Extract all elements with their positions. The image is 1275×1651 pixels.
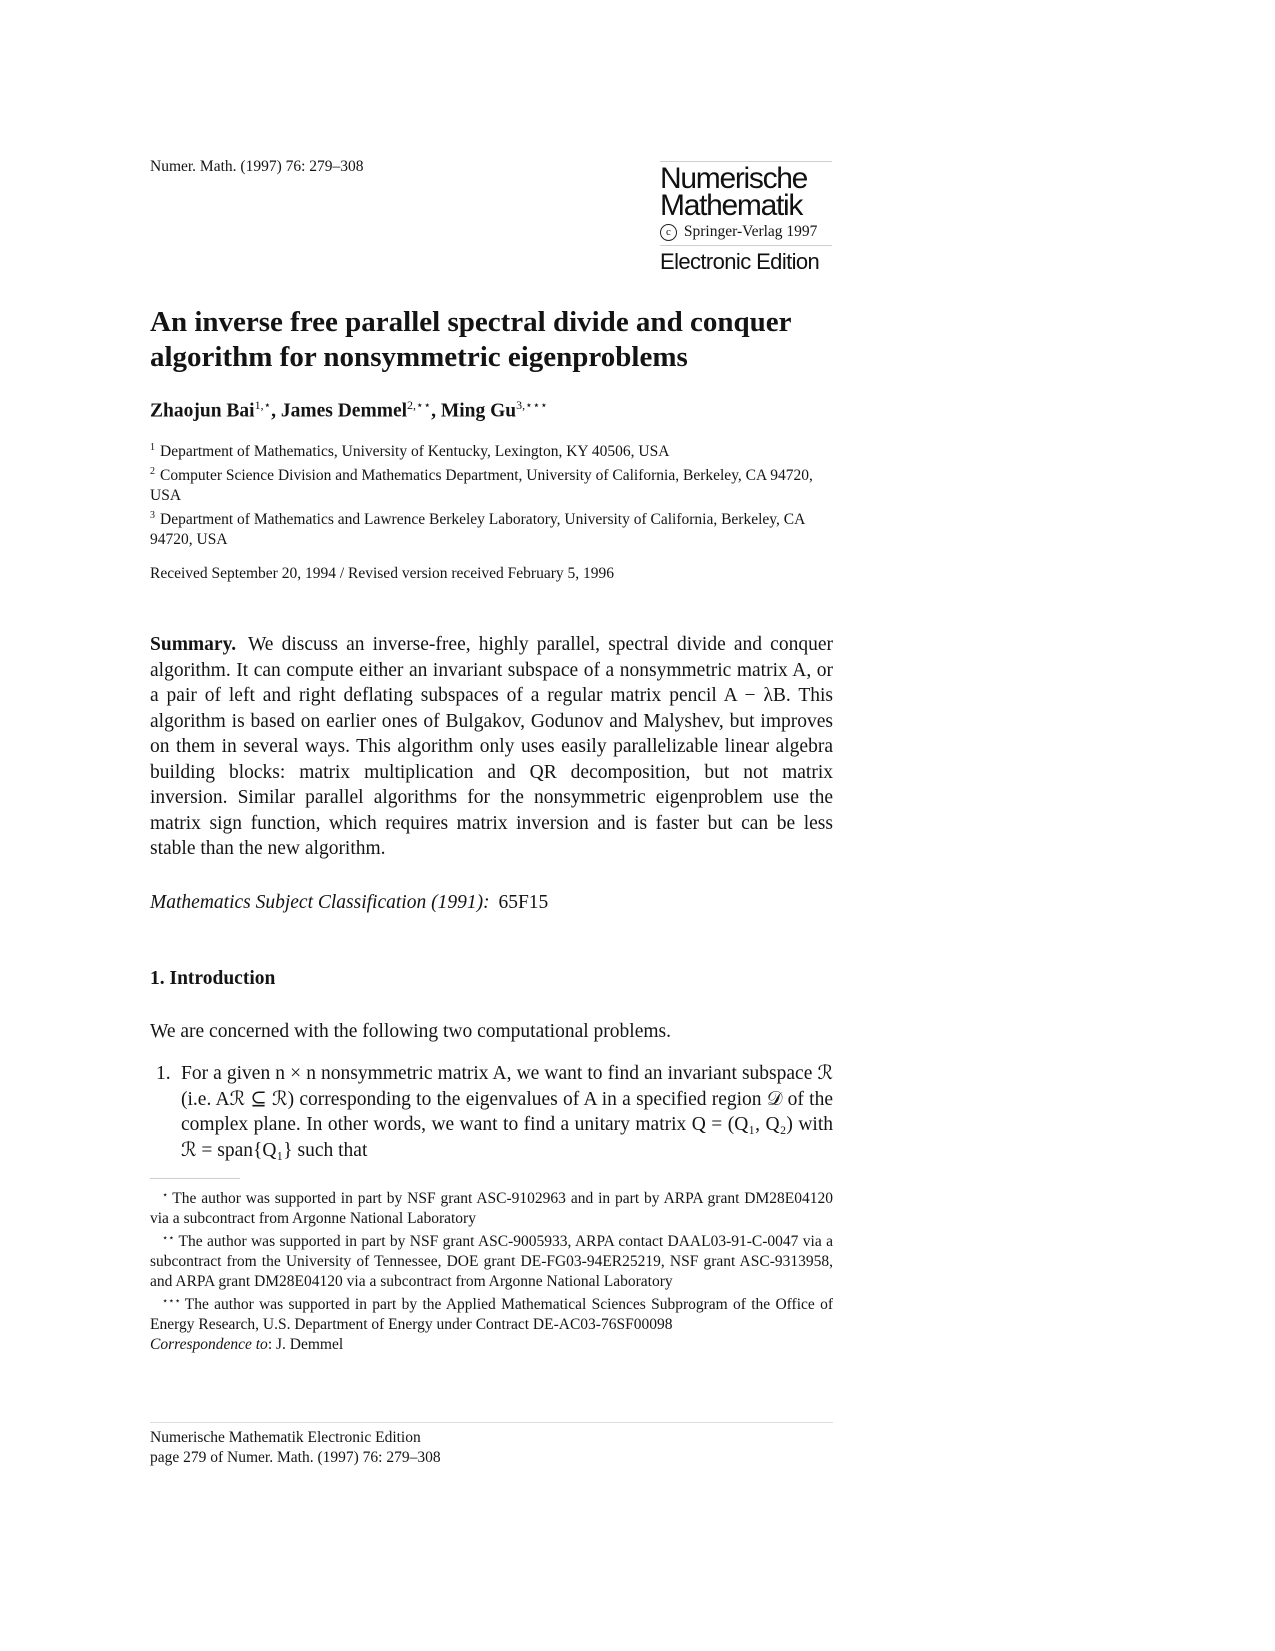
footnote-text: The author was supported in part by NSF grant ASC-9102963 and in part by ARPA grant DM28E04120 via a subcontract from Argonne National Laboratory <box>150 1190 833 1227</box>
footnote-mark: ⋆⋆ <box>162 1233 175 1244</box>
affiliation-text: Computer Science Division and Mathematics Department, University of California, Berkeley, CA 94720, USA <box>150 467 813 505</box>
author-name: Zhaojun Bai <box>150 400 255 422</box>
correspondence-label: Correspondence to <box>150 1336 268 1353</box>
logo-line-mathematik: Mathematik <box>660 189 803 222</box>
footnote <box>150 1186 833 1229</box>
list-item <box>150 1061 833 1163</box>
summary-text: We discuss an inverse-free, highly parallel, spectral divide and conquer algorithm. It can compute either an invariant subspace of a nonsymmetric matrix A, or a pair of left and right deflating subspaces of a regular matrix pencil A − λB. This algorithm is based on earlier ones of Bulgakov, Godunov and Malyshev, but improves on them in several ways. This algorithm only uses easily parallelizable linear algebra building blocks: matrix multiplication and QR decomposition, but not matrix inversion. Similar parallel algorithms for the nonsymmetric eigenproblem use the matrix sign function, which requires matrix inversion and is faster but can be less stable than the new algorithm. <box>150 634 833 859</box>
footer-page-info: page 279 of Numer. Math. (1997) 76: 279–308 <box>150 1449 441 1466</box>
author-name: Ming Gu <box>440 400 517 422</box>
author-name: James Demmel <box>280 400 408 422</box>
page-footer <box>150 1428 441 1468</box>
journal-reference: Numer. Math. (1997) 76: 279–308 <box>150 158 364 175</box>
author-mark: 1,⋆ <box>254 398 272 412</box>
footnote <box>150 1292 833 1335</box>
footnote-mark: ⋆⋆⋆ <box>162 1296 181 1307</box>
copyright-text: Springer-Verlag 1997 <box>683 223 818 240</box>
affiliation-number: 2 <box>150 466 155 478</box>
msc-value: 65F15 <box>498 892 549 913</box>
footnote-text: The author was supported in part by the Applied Mathematical Sciences Subprogram of the Office of Energy Research, U.S. Department of Energy under Contract DE-AC03-76SF00098 <box>150 1296 833 1333</box>
correspondence-value: : J. Demmel <box>267 1336 344 1353</box>
footnotes <box>150 1186 833 1355</box>
subject-classification <box>150 892 548 914</box>
list-item-number: 1. <box>156 1063 171 1084</box>
footnote <box>150 1229 833 1292</box>
paper-title: An inverse free parallel spectral divide and conquer algorithm for nonsymmetric eigenproblems <box>150 306 791 373</box>
summary-paragraph <box>150 632 833 862</box>
copyright-icon: c <box>660 224 677 241</box>
affiliation-text: Department of Mathematics and Lawrence Berkeley Laboratory, University of California, Berkeley, CA 94720, USA <box>150 511 805 549</box>
received-dates: Received September 20, 1994 / Revised version received February 5, 1996 <box>150 565 615 582</box>
footnote-divider <box>150 1178 240 1179</box>
copyright-line <box>660 223 832 246</box>
footer-divider <box>150 1422 833 1423</box>
summary-label: Summary. <box>150 634 237 655</box>
affiliation-text: Department of Mathematics, University of Kentucky, Lexington, KY 40506, USA <box>160 443 670 461</box>
footnote-text: The author was supported in part by NSF grant ASC-9005933, ARPA contact DAAL03-91-C-0047 via a subcontract from the University of Tennessee, DOE grant DE-FG03-94ER25219, NSF grant ASC-9313958, and ARPA grant DM28E04120 via a subcontract from Argonne National Laboratory <box>150 1233 833 1290</box>
affiliations <box>150 438 833 550</box>
journal-logo <box>660 161 832 275</box>
affiliation <box>150 438 833 462</box>
list-item-text: For a given n × n nonsymmetric matrix A, we want to find an invariant subspace ℛ (i.e. Aℛ ⊆ ℛ) corresponding to the eigenvalues of A in a specified region 𝒟 of the complex plane. In other words, we want to find a unitary matrix Q = (Q₁, Q₂) with ℛ = span{Q₁} such that <box>181 1063 833 1161</box>
footnote-mark: ⋆ <box>162 1190 169 1201</box>
correspondence-line <box>150 1335 833 1355</box>
affiliation <box>150 462 833 506</box>
msc-label: Mathematics Subject Classification (1991): <box>150 892 490 913</box>
affiliation-number: 3 <box>150 510 155 522</box>
affiliation-number: 1 <box>150 442 155 453</box>
footer-edition: Numerische Mathematik Electronic Edition <box>150 1429 421 1446</box>
logo-line-numerische: Numerische <box>660 162 808 195</box>
edition-label: Electronic Edition <box>660 249 820 274</box>
section-heading: 1. Introduction <box>150 968 276 989</box>
intro-paragraph: We are concerned with the following two computational problems. <box>150 1021 671 1042</box>
affiliation <box>150 506 833 550</box>
author-mark: 3,⋆⋆⋆ <box>516 398 548 412</box>
author-mark: 2,⋆⋆ <box>407 398 432 412</box>
author-list: Zhaojun Bai$^{1,⋆}$, James Demmel$^{2,⋆⋆}$, Ming $Gu^{3,⋆⋆⋆}$ <box>150 398 548 422</box>
